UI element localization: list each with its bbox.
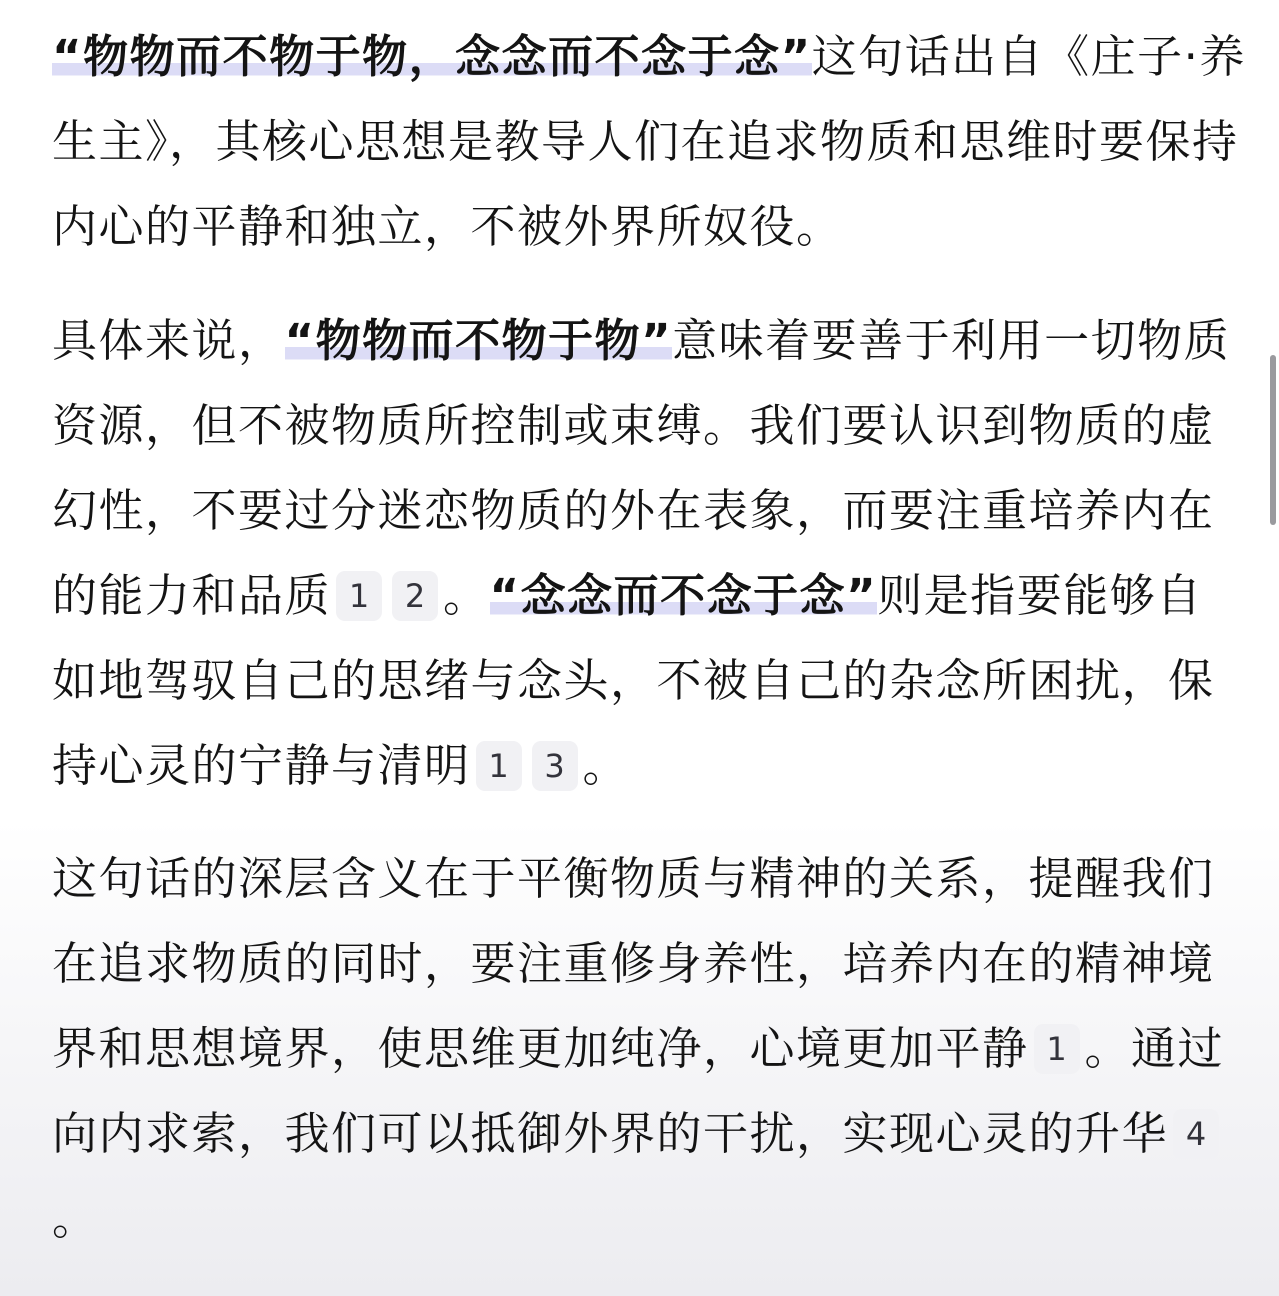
citation-badge[interactable]: 4 [1173,1109,1219,1159]
paragraph-3 [52,836,1242,1261]
paragraph-text: 。 [443,569,490,622]
paragraph-text: 意味着要善于利用一切物质资源，但不被物质所控制或束缚。我们要认识到物质的虚幻性，不要过分迷恋物质的外在表象，而要注重培养内在的能力和品质 [52,314,1231,622]
citation-badge[interactable]: 1 [336,571,382,621]
paragraph-text: 这句话出自《庄子·养生主》，其核心思想是教导人们在追求物质和思维时要保持内心的平静和独立，不被外界所奴役。 [52,30,1246,253]
highlighted-quote: “物物而不物于物” [284,314,673,367]
paragraph-text: 。 [52,1192,99,1245]
citation-badge[interactable]: 1 [1034,1024,1080,1074]
paragraph-text: 则是指要能够自如地驾驭自己的思绪与念头，不被自己的杂念所困扰，保持心灵的宁静与清明 [52,569,1215,792]
citation-badge[interactable]: 3 [532,741,578,791]
paragraph-text: 这句话的深层含义在于平衡物质与精神的关系，提醒我们在追求物质的同时，要注重修身养性，培养内在的精神境界和思想境界，使思维更加纯净，心境更加平静 [52,852,1215,1075]
paragraph-text: 。通过向内求索，我们可以抵御外界的干扰，实现心灵的升华 [52,1022,1225,1160]
paragraph-1 [52,14,1252,269]
paragraph-text: 。 [582,739,630,792]
citation-badge[interactable]: 2 [392,571,438,621]
paragraph-2 [52,298,1242,808]
highlighted-quote: “念念而不念于念” [489,569,878,622]
paragraph-text: 具体来说， [52,314,285,367]
highlighted-quote: “物物而不物于物，念念而不念于念” [52,30,812,83]
scrollbar[interactable] [1270,355,1276,525]
citation-badge[interactable]: 1 [476,741,522,791]
